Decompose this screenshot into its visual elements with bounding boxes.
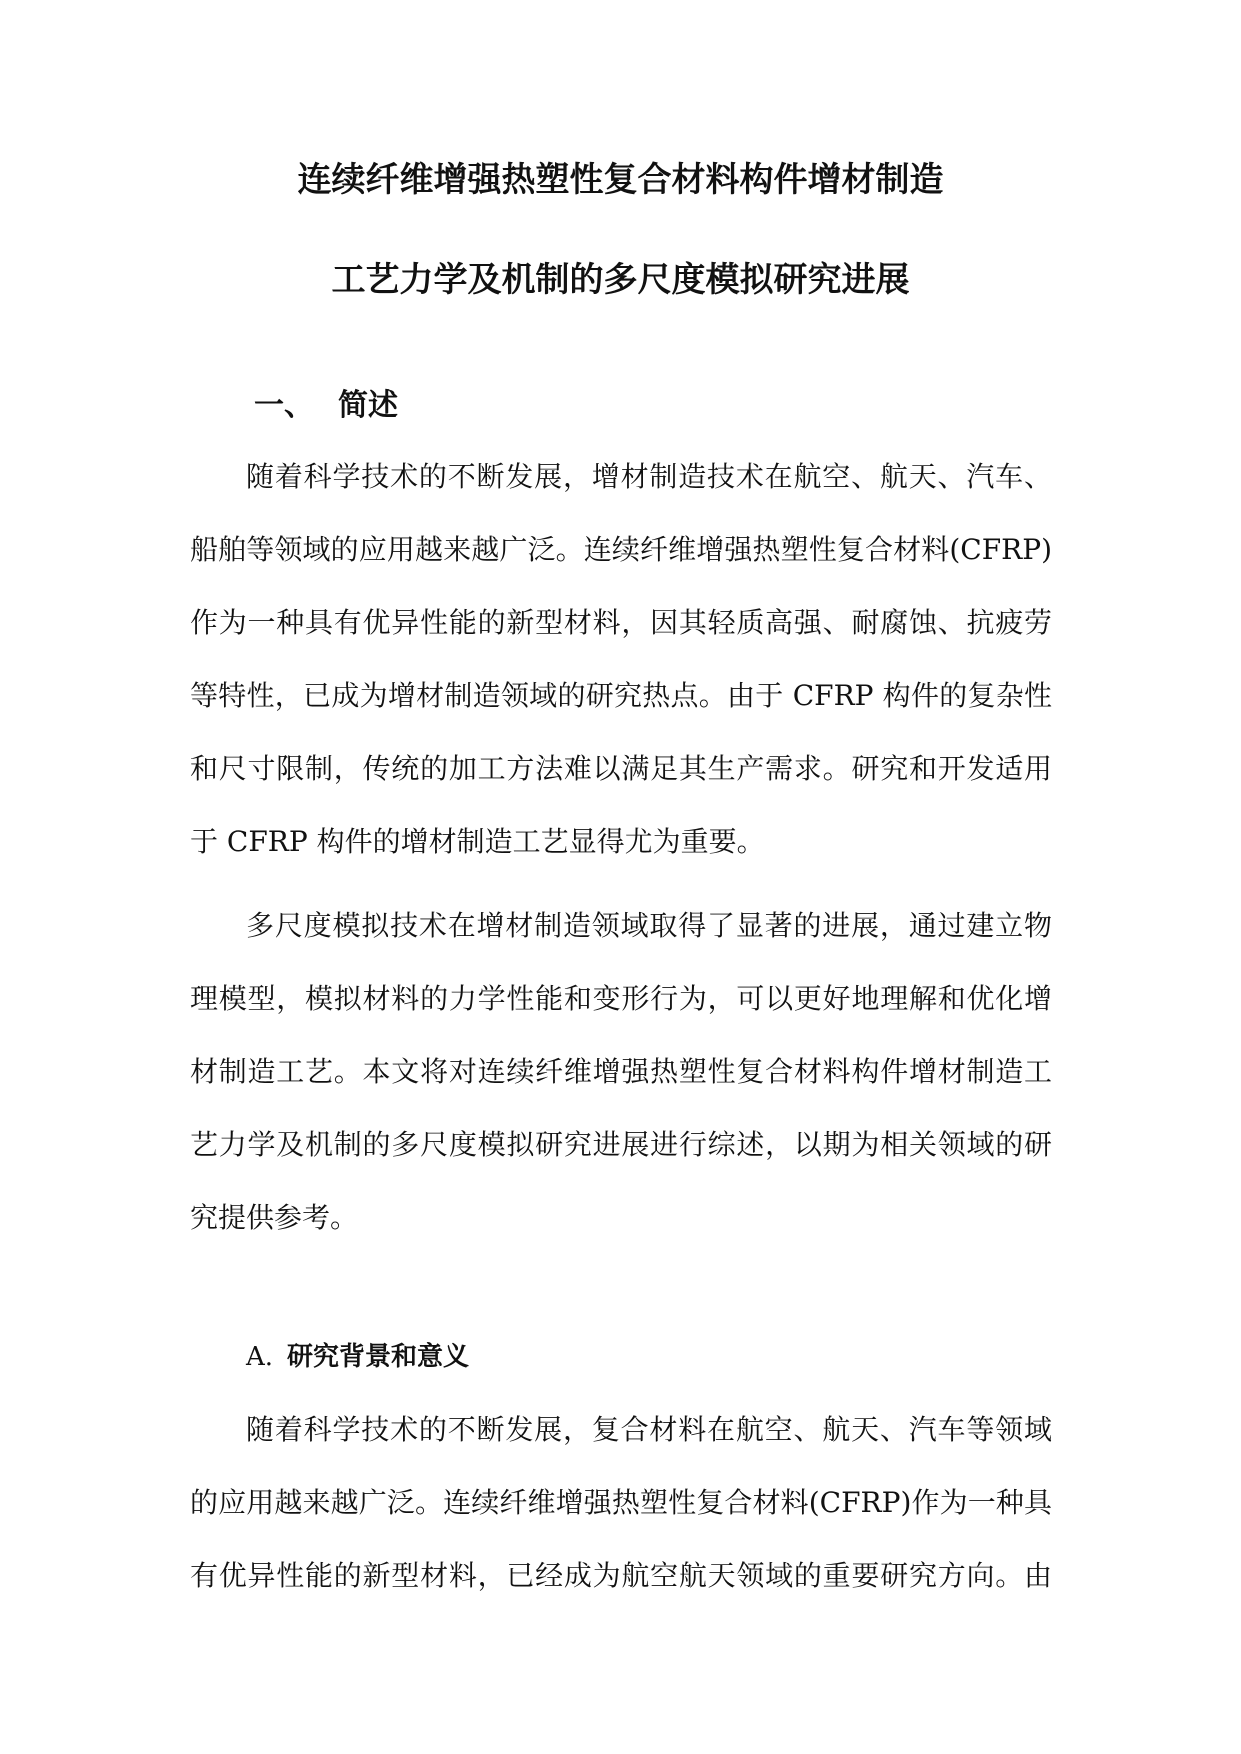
paragraph-line: 于 CFRP 构件的增材制造工艺显得尤为重要。 (190, 825, 765, 858)
paragraph-line: 理模型，模拟材料的力学性能和变形行为，可以更好地理解和优化增 (190, 982, 1052, 1015)
subsection-heading (246, 1336, 469, 1373)
paragraph-line: 和尺寸限制，传统的加工方法难以满足其生产需求。研究和开发适用 (190, 752, 1052, 785)
document-title-line-2: 工艺力学及机制的多尺度模拟研究进展 (331, 260, 910, 300)
paragraph-line: 的应用越来越广泛。连续纤维增强热塑性复合材料(CFRP)作为一种具 (190, 1486, 1052, 1519)
section-heading (254, 380, 398, 424)
subsection-number: A. (246, 1342, 274, 1372)
paragraph-line: 船舶等领域的应用越来越广泛。连续纤维增强热塑性复合材料(CFRP) (190, 533, 1052, 566)
paragraph-line: 多尺度模拟技术在增材制造领域取得了显著的进展，通过建立物 (246, 909, 1052, 942)
paragraph-line: 有优异性能的新型材料，已经成为航空航天领域的重要研究方向。由 (190, 1559, 1052, 1592)
paragraph-line: 材制造工艺。本文将对连续纤维增强热塑性复合材料构件增材制造工 (190, 1055, 1052, 1088)
paragraph-line: 等特性，已成为增材制造领域的研究热点。由于 CFRP 构件的复杂性 (190, 679, 1052, 712)
paragraph-line: 随着科学技术的不断发展，增材制造技术在航空、航天、汽车、 (246, 460, 1052, 493)
paragraph-line: 作为一种具有优异性能的新型材料，因其轻质高强、耐腐蚀、抗疲劳 (190, 606, 1052, 639)
document-title-line-1: 连续纤维增强热塑性复合材料构件增材制造 (297, 160, 944, 200)
paragraph-line: 艺力学及机制的多尺度模拟研究进展进行综述，以期为相关领域的研 (190, 1128, 1052, 1161)
paragraph-line: 究提供参考。 (190, 1201, 359, 1234)
section-number: 一、 (254, 388, 314, 423)
subsection-title: 研究背景和意义 (287, 1342, 470, 1372)
section-title: 简述 (338, 388, 398, 423)
paragraph-line: 随着科学技术的不断发展，复合材料在航空、航天、汽车等领域 (246, 1413, 1052, 1446)
